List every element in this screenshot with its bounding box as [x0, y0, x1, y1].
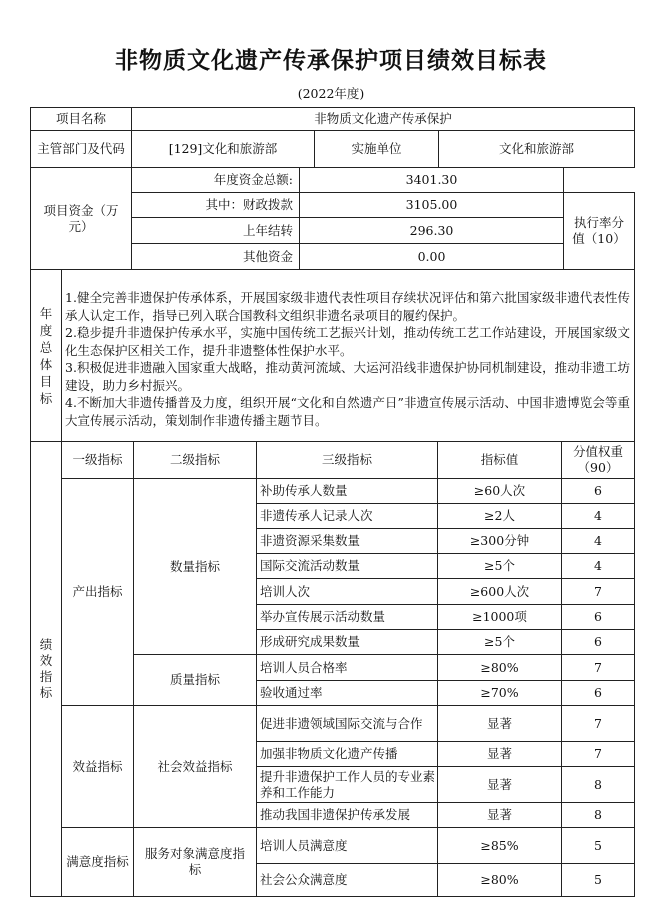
row-name: 培训人员合格率	[256, 654, 438, 681]
goals-text	[61, 269, 635, 442]
level2-quantity: 数量指标	[133, 478, 257, 655]
fund-label-fiscal: 其中：财政拨款	[131, 192, 300, 218]
indicators-section-label: 绩效指标	[30, 441, 62, 897]
row-name: 非遗传承人记录人次	[256, 503, 438, 529]
level1-benefit: 效益指标	[61, 705, 134, 828]
level2-service-satisfaction: 服务对象满意度指标	[133, 827, 257, 897]
row-name: 提升非遗保护工作人员的专业素养和工作能力	[256, 766, 438, 803]
fund-value-carryover: 296.30	[299, 217, 564, 244]
row-weight: 6	[561, 629, 635, 655]
row-weight: 6	[561, 680, 635, 706]
impl-label: 实施单位	[314, 130, 439, 168]
row-weight: 7	[561, 578, 635, 605]
row-value: 显著	[437, 705, 562, 742]
row-name: 促进非遗领域国际交流与合作	[256, 705, 438, 742]
row-name: 加强非物质文化遗产传播	[256, 741, 438, 767]
row-name: 社会公众满意度	[256, 863, 438, 897]
row-weight: 8	[561, 802, 635, 828]
goal-item: 1.健全完善非遗保护传承体系，开展国家级非遗代表性项目存续状况评估和第六批国家级非遗代表性传承人认定工作，指导已列入联合国教科文组织非遗名录项目的履约保护。	[65, 290, 630, 323]
row-value: ≥70%	[437, 680, 562, 706]
row-value: ≥1000项	[437, 604, 562, 630]
execution-score-label: 执行率分值（10）	[563, 192, 635, 270]
row-weight: 6	[561, 478, 635, 504]
row-name: 培训人员满意度	[256, 827, 438, 864]
row-value: 显著	[437, 802, 562, 828]
goals-label: 年度总体目标	[30, 269, 62, 442]
level2-quality: 质量指标	[133, 654, 257, 706]
row-weight: 5	[561, 863, 635, 897]
dept-label: 主管部门及代码	[30, 130, 132, 168]
row-value: ≥5个	[437, 553, 562, 579]
header-weight: 分值权重（90）	[561, 441, 635, 479]
row-weight: 4	[561, 553, 635, 579]
level2-social-benefit: 社会效益指标	[133, 705, 257, 828]
row-value: ≥600人次	[437, 578, 562, 605]
year-label: (2022年度)	[297, 86, 365, 101]
header-level1: 一级指标	[61, 441, 134, 479]
row-weight: 7	[561, 654, 635, 681]
row-weight: 7	[561, 705, 635, 742]
fund-value-total: 3401.30	[299, 167, 564, 193]
row-value: ≥80%	[437, 863, 562, 897]
row-value: ≥60人次	[437, 478, 562, 504]
row-weight: 8	[561, 766, 635, 803]
row-weight: 7	[561, 741, 635, 767]
header-value: 指标值	[437, 441, 562, 479]
row-weight: 5	[561, 827, 635, 864]
funds-label: 项目资金（万元）	[30, 167, 132, 270]
project-name-label: 项目名称	[30, 107, 132, 131]
row-value: ≥300分钟	[437, 528, 562, 554]
header-level2: 二级指标	[133, 441, 257, 479]
row-name: 形成研究成果数量	[256, 629, 438, 655]
fund-label-carryover: 上年结转	[131, 217, 300, 244]
row-weight: 6	[561, 604, 635, 630]
fund-value-fiscal: 3105.00	[299, 192, 564, 218]
header-level3: 三级指标	[256, 441, 438, 479]
goal-item: 2.稳步提升非遗保护传承水平，实施中国传统工艺振兴计划，推动传统工艺工作站建设，开展国家级文化生态保护区相关工作，提升非遗整体性保护水平。	[65, 325, 630, 358]
goal-item: 4.不断加大非遗传播普及力度，组织开展“文化和自然遗产日”非遗宣传展示活动、中国非遗博览会等重大宣传展示活动，策划制作非遗传播主题节目。	[65, 395, 630, 428]
row-value: 显著	[437, 741, 562, 767]
impl-value: 文化和旅游部	[438, 130, 635, 168]
fund-value-other: 0.00	[299, 243, 564, 270]
row-weight: 4	[561, 528, 635, 554]
dept-value: [129]文化和旅游部	[131, 130, 315, 168]
row-name: 非遗资源采集数量	[256, 528, 438, 554]
row-name: 举办宣传展示活动数量	[256, 604, 438, 630]
row-value: ≥85%	[437, 827, 562, 864]
row-value: ≥5个	[437, 629, 562, 655]
row-name: 推动我国非遗保护传承发展	[256, 802, 438, 828]
row-value: ≥80%	[437, 654, 562, 681]
project-name-value: 非物质文化遗产传承保护	[131, 107, 635, 131]
level1-output: 产出指标	[61, 478, 134, 706]
row-value: 显著	[437, 766, 562, 803]
row-weight: 4	[561, 503, 635, 529]
row-name: 培训人次	[256, 578, 438, 605]
page-title: 非物质文化遗产传承保护项目绩效目标表	[115, 48, 547, 74]
row-name: 国际交流活动数量	[256, 553, 438, 579]
level1-satisfaction: 满意度指标	[61, 827, 134, 897]
row-name: 补助传承人数量	[256, 478, 438, 504]
fund-label-total: 年度资金总额:	[131, 167, 300, 193]
row-value: ≥2人	[437, 503, 562, 529]
row-name: 验收通过率	[256, 680, 438, 706]
fund-label-other: 其他资金	[131, 243, 300, 270]
goal-item: 3.积极促进非遗融入国家重大战略，推动黄河流域、大运河沿线非遗保护协同机制建设，推动非遗工坊建设，助力乡村振兴。	[65, 360, 630, 393]
